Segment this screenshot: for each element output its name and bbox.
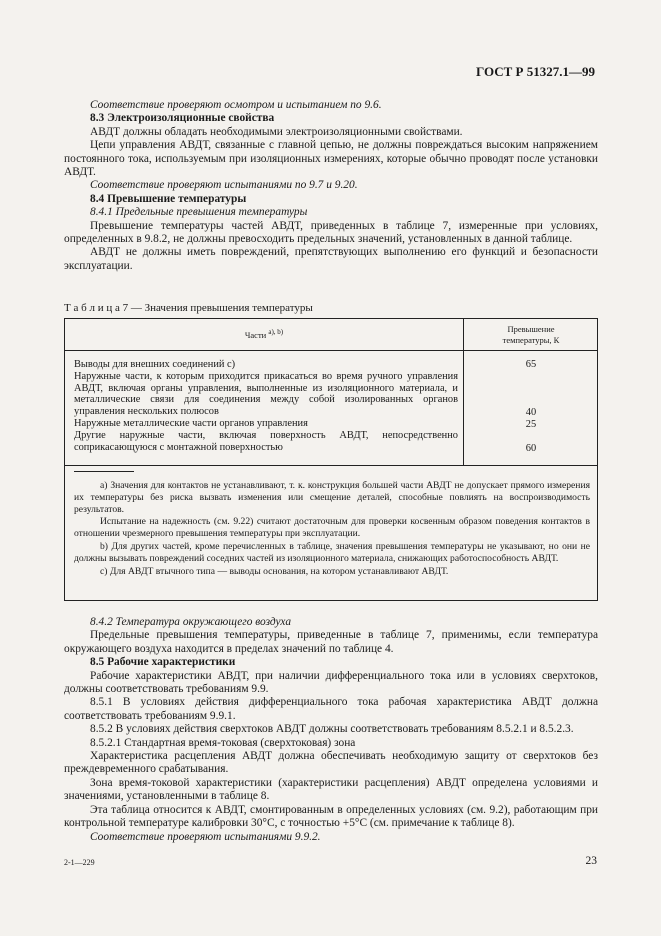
subsection-heading: 8.4.2 Температура окружающего воздуха (90, 616, 292, 628)
column-header-line: Превышение (507, 324, 555, 334)
paragraph: Эта таблица относится к АВДТ, смонтированным в определенных условиях (см. 9.2), работающим при контрольной температуре калибровки 30°С, с точностью +5°С (см. примечание к таблице 8). (64, 803, 598, 830)
paragraph: Предельные превышения температуры, приведенные в таблице 7, применимы, если температура окружающего воздуха находится в пределах значений по таблице 4. (64, 629, 598, 655)
table-value: 60 (525, 443, 537, 454)
top-text-block (64, 99, 598, 273)
page-number: 23 (585, 855, 597, 867)
footnote: Испытание на надежность (см. 9.22) считают достаточным для проверки косвенным образом поведения контактов в отношении чрезмерного превышения температуры при эксплуатации. (74, 516, 590, 540)
paragraph: Рабочие характеристики АВДТ, при наличии дифференциального тока или в условиях сверхтоков, должны соответствовать требованиям 9.9. (64, 669, 598, 696)
paragraph: 8.5.2.1 Стандартная время-токовая (сверхтоковая) зона (90, 736, 356, 749)
footnote-rule (74, 471, 134, 472)
subsection-heading: 8.4.1 Предельные превышения температуры (90, 206, 308, 219)
standard-number: ГОСТ Р 51327.1—99 (476, 64, 595, 79)
table-7 (64, 318, 598, 601)
section-heading: 8.5 Рабочие характеристики (90, 656, 236, 669)
bottom-text-block (64, 616, 598, 844)
paragraph: Цепи управления АВДТ, связанные с главной цепью, не должны повреждаться высоким напряжением постоянного тока, используемым при изоляционных измерениях, которые обычно проводят после установки АВДТ. (64, 139, 598, 179)
footnote: а) Значения для контактов не устанавливают, т. к. конструкция большей части АВДТ не допускает прямого измерения их температуры без риска вызвать изменения или смещение деталей, способные повлиять на воспроизводимость результатов. (74, 480, 590, 515)
table-caption: Т а б л и ц а 7 — Значения превышения температуры (64, 302, 313, 314)
section-heading: 8.3 Электроизоляционные свойства (90, 112, 275, 125)
table-cell: Другие наружные части, включая поверхность АВДТ, непосредственно соприкасающуюся с монтажной поверхностью (74, 429, 458, 453)
paragraph: 8.5.1 В условиях действия дифференциального тока рабочая характеристика АВДТ должна соответствовать требованиям 9.9.1. (64, 696, 598, 722)
table-cell: Выводы для внешних соединений с) (74, 359, 236, 370)
section-heading: 8.4 Превышение температуры (90, 192, 247, 205)
table-value: 25 (525, 419, 537, 430)
column-header-label: Части (244, 329, 267, 340)
table-value: 65 (525, 359, 537, 370)
paragraph: Зона время-токовой характеристики (характеристики расцепления) АВДТ определена условиями и значениями, установленными в таблице 8. (64, 776, 598, 803)
table-footnotes (74, 471, 590, 578)
paragraph: Характеристика расцепления АВДТ должна обеспечивать необходимую защиту от сверхтоков без преждевременного срабатывания. (64, 750, 598, 776)
print-code: 2-1—229 (64, 858, 95, 867)
column-header-footnote-marks: а), b) (268, 328, 284, 336)
column-header-line: температуры, К (502, 335, 560, 345)
paragraph: Превышение температуры частей АВДТ, приведенных в таблице 7, измеренные при условиях, определенных в 9.8.2, не должны превосходить предельных значений, установленных в данной таблице. (64, 219, 598, 246)
table-divider (65, 465, 597, 466)
table-cell: Наружные части, к которым приходится прикасаться во время ручного управления АВДТ, включая органы управления, выполненные из изоляционного материала, и металлические связи для соединения между собой изолированных органов управления нескольких полюсов (74, 370, 458, 418)
paragraph: Соответствие проверяют осмотром и испытанием по 9.6. (90, 99, 382, 111)
column-header-temperature (464, 324, 598, 346)
paragraph: Соответствие проверяют испытаниями по 9.7 и 9.20. (90, 179, 358, 192)
table-value: 40 (525, 407, 537, 418)
paragraph: Соответствие проверяют испытаниями 9.9.2. (90, 830, 321, 843)
footnote: с) Для АВДТ втычного типа — выводы основания, на котором устанавливают АВДТ. (100, 565, 449, 577)
parts-column (74, 359, 458, 453)
column-header-parts (65, 328, 463, 340)
footnote: b) Для других частей, кроме перечисленных в таблице, значения превышения температуры не указывают, но они не должны вызывать повреждений соседних частей из изоляционного материала, снижающих работоспособность АВДТ. (74, 540, 590, 564)
paragraph: АВДТ не должны иметь повреждений, препятствующих выполнению его функций и безопасности эксплуатации. (64, 246, 598, 272)
table-cell: Наружные металлические части органов управления (74, 417, 308, 429)
paragraph: 8.5.2 В условиях действия сверхтоков АВДТ должны соответствовать требованиям 8.5.2.1 и 8.5.2.3. (90, 723, 574, 736)
paragraph: АВДТ должны обладать необходимыми электроизоляционными свойствами. (90, 125, 463, 138)
